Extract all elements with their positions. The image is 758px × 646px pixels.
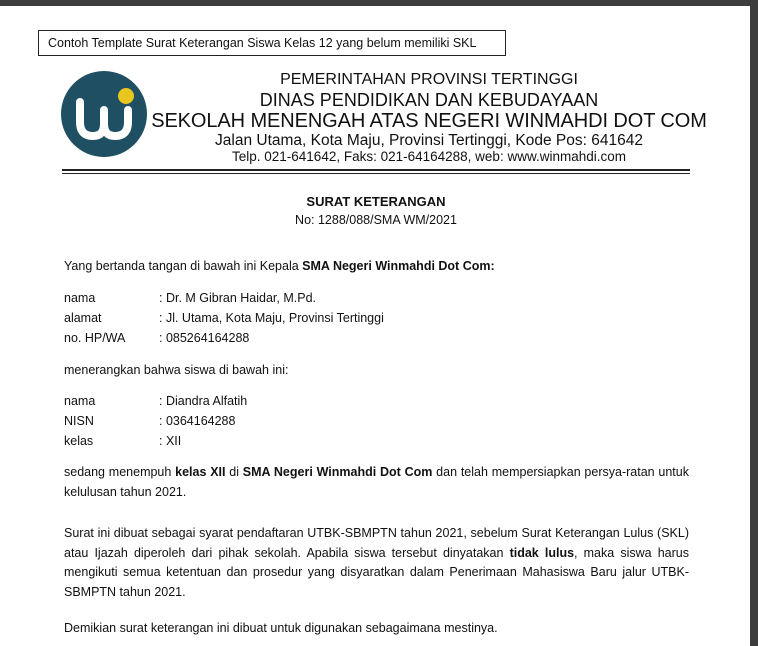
template-caption: Contoh Template Surat Keterangan Siswa Kelas 12 yang belum memiliki SKL [38, 30, 506, 56]
document-page [0, 6, 750, 646]
signer-address-row: alamat : Jl. Utama, Kota Maju, Provinsi Tertinggi [64, 311, 384, 325]
letter-number: No: 1288/088/SMA WM/2021 [295, 213, 457, 227]
letterhead-government: PEMERINTAHAN PROVINSI TERTINGGI [280, 71, 578, 88]
paragraph-purpose: Surat ini dibuat sebagai syarat pendaftaran UTBK-SBMPTN tahun 2021, sebelum Surat Keterangan Lulus (SKL) atau Ijazah diperoleh dari pihak sekolah. Apabila siswa tersebut dinyatakan tidak lulus, maka siswa harus mengikuti semua ketentuan dan prosedur yang disyaratkan dalam Penerimaan Mahasiswa Baru jalur UTBK-SBMPTN tahun 2021. [64, 526, 689, 599]
paragraph-status: sedang menempuh kelas XII di SMA Negeri Winmahdi Dot Com dan telah mempersiapkan persya-ratan untuk kelulusan tahun 2021. [64, 465, 689, 499]
closing-sentence: Demikian surat keterangan ini dibuat untuk digunakan sebagaimana mestinya. [64, 621, 498, 635]
letterhead-contact: Telp. 021-641642, Faks: 021-64164288, web: www.winmahdi.com [232, 148, 626, 164]
letterhead [150, 72, 708, 163]
letterhead-rule-thin [62, 173, 690, 174]
student-name-row: nama : Diandra Alfatih [64, 394, 248, 408]
signer-name-row: nama : Dr. M Gibran Haidar, M.Pd. [64, 291, 316, 305]
letterhead-department: DINAS PENDIDIKAN DAN KEBUDAYAAN [259, 90, 599, 110]
letterhead-rule-thick [62, 169, 690, 171]
opening-sentence: Yang bertanda tangan di bawah ini Kepala SMA Negeri Winmahdi Dot Com: [64, 259, 495, 273]
signer-phone-row: no. HP/WA : 085264164288 [64, 331, 250, 345]
statement-text: menerangkan bahwa siswa di bawah ini: [64, 363, 289, 377]
letter-title: SURAT KETERANGAN [306, 194, 446, 209]
letterhead-school-name: SEKOLAH MENENGAH ATAS NEGERI WINMAHDI DOT COM [151, 110, 707, 132]
winmahdi-logo-icon [60, 70, 148, 158]
student-class-row: kelas : XII [64, 434, 182, 448]
student-nisn-row: NISN : 0364164288 [64, 414, 236, 428]
letterhead-address: Jalan Utama, Kota Maju, Provinsi Tertinggi, Kode Pos: 641642 [215, 132, 643, 149]
opening-school-name: SMA Negeri Winmahdi Dot Com: [302, 259, 495, 273]
